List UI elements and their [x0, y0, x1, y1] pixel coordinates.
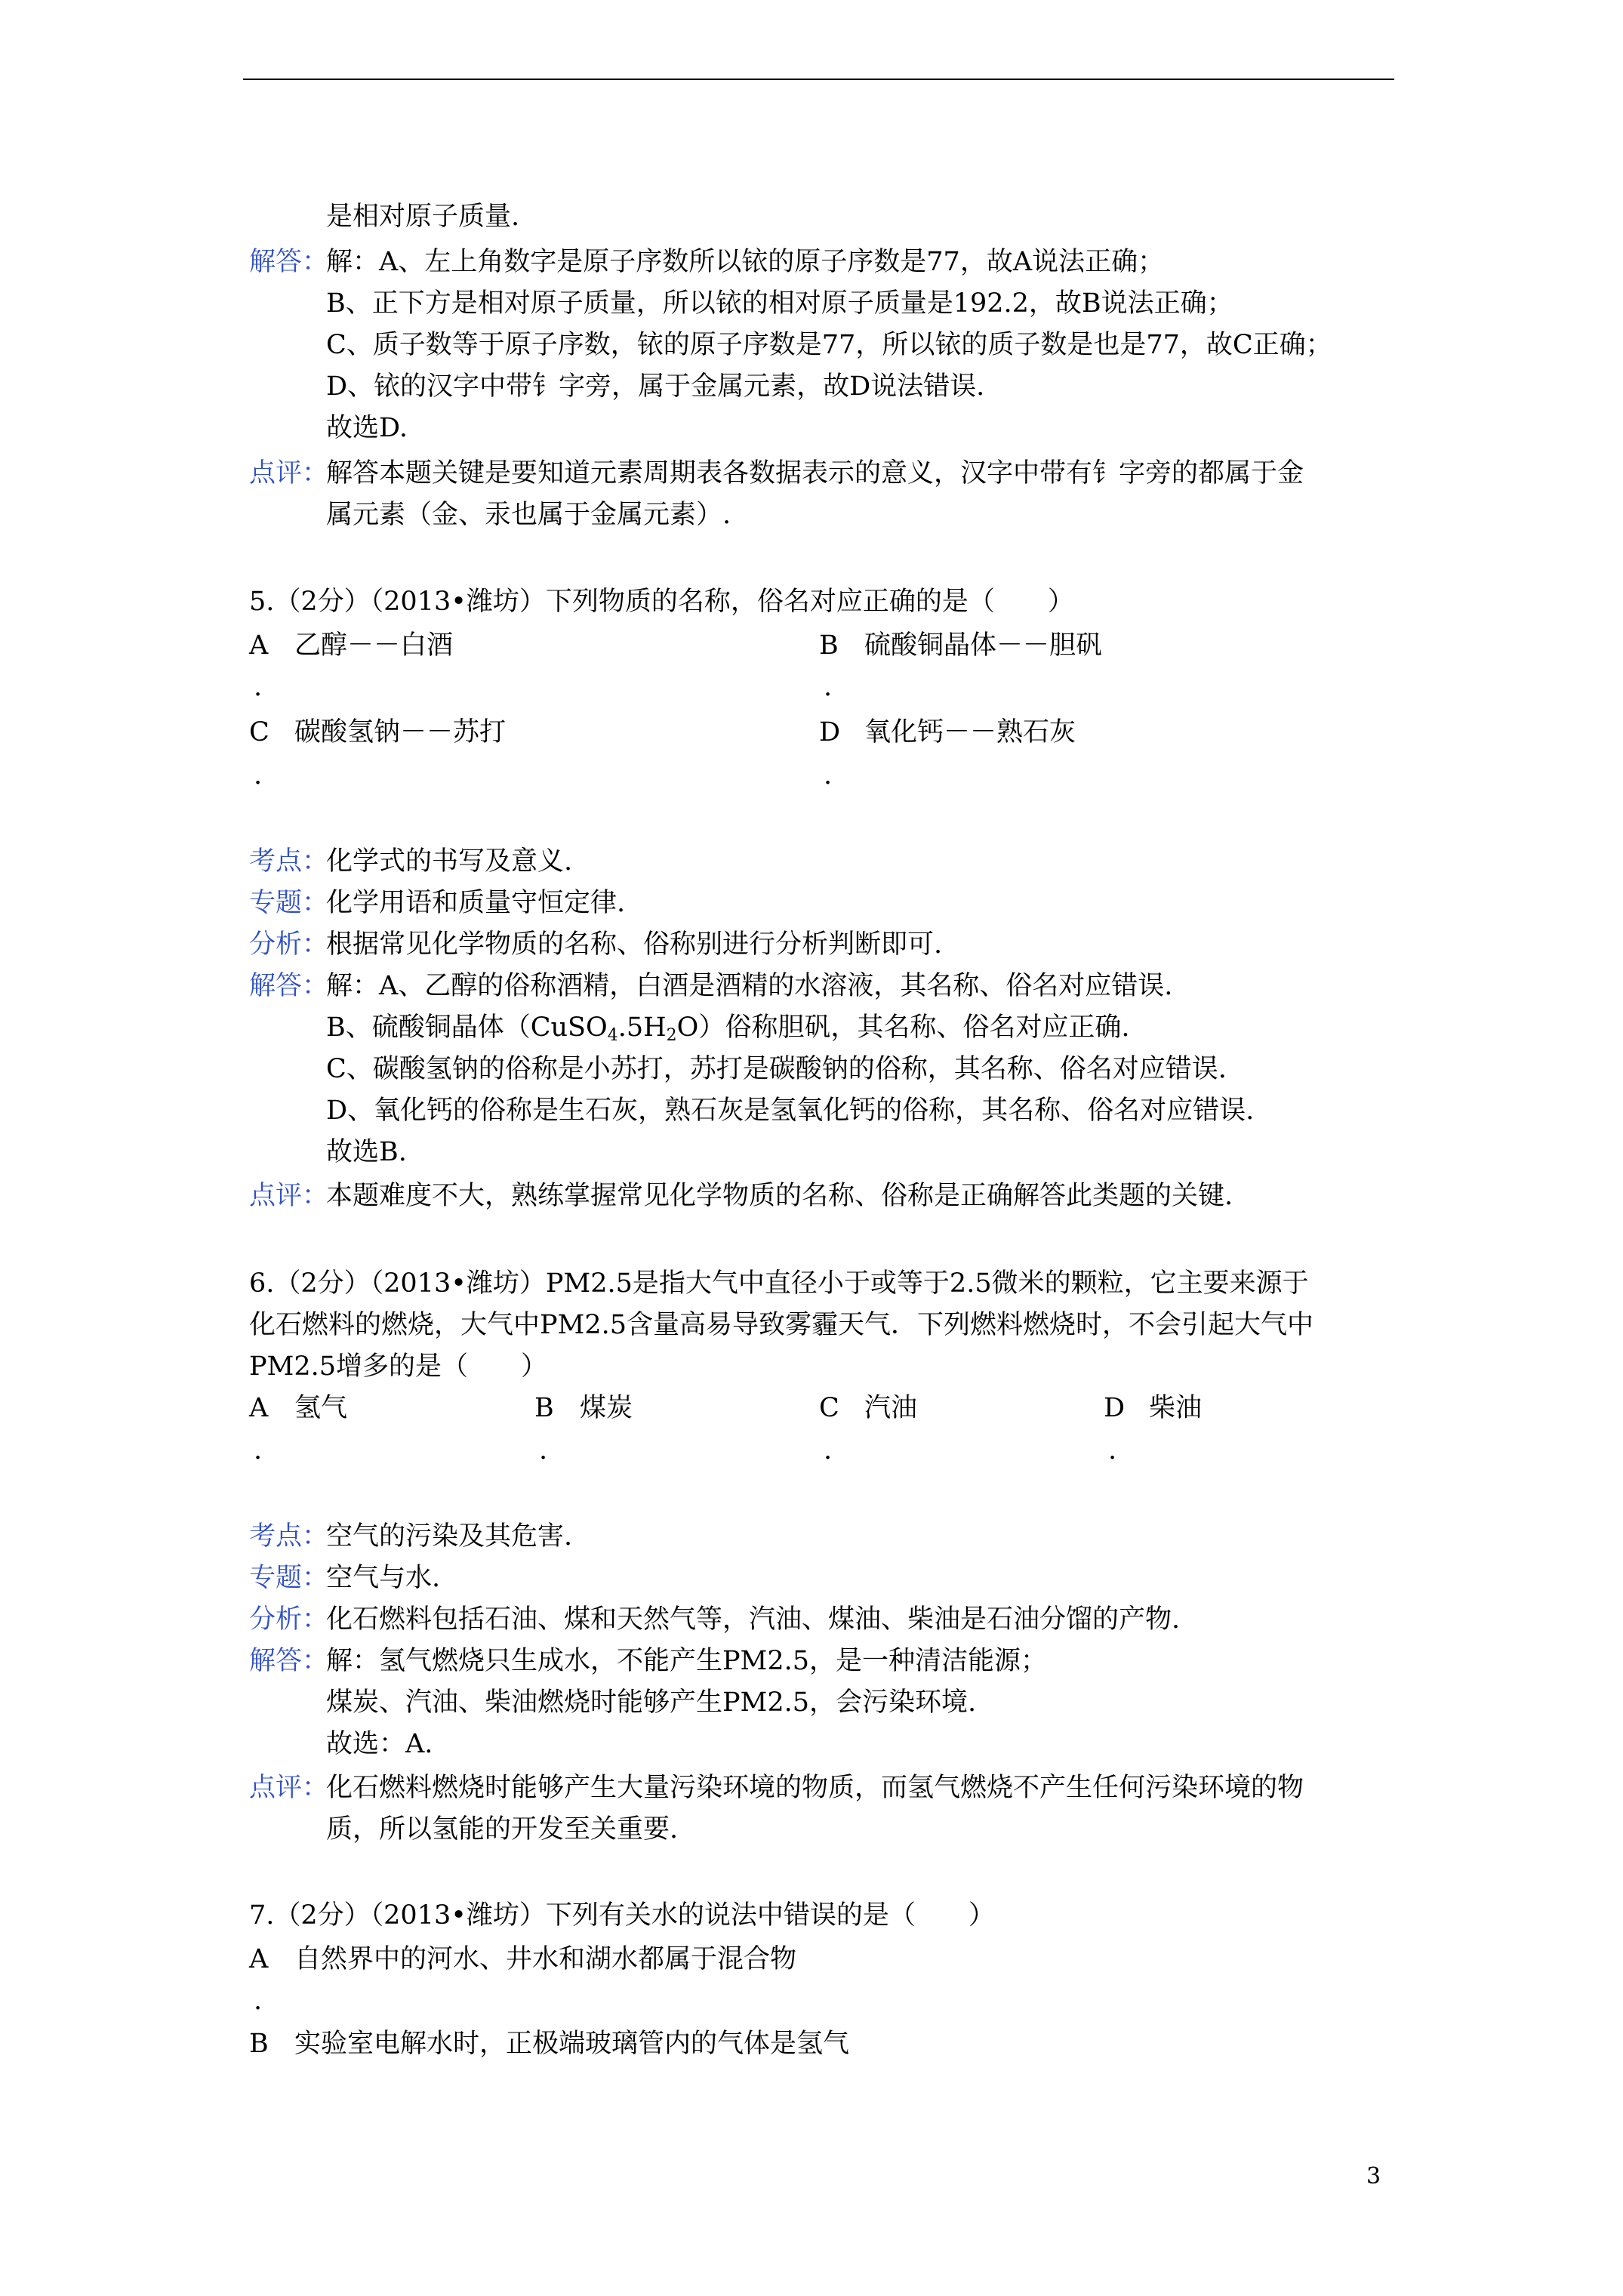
q5-stem: 5.（2分）（2013•潍坊）下列物质的名称，俗名对应正确的是（ ）: [249, 587, 1074, 617]
option-dot: .: [824, 672, 833, 702]
q4-answer-line: D、铱的汉字中带钅字旁，属于金属元素，故D说法错误.: [326, 371, 985, 402]
q7-option-a: A 自然界中的河水、井水和湖水都属于混合物: [249, 1944, 797, 1974]
q4-answer-line: 解：A、左上角数字是原子序数所以铱的原子序数是77，故A说法正确；: [326, 247, 1165, 277]
q6-option-c: C 汽油: [819, 1393, 918, 1423]
page-number: 3: [1366, 2163, 1381, 2190]
option-dot: .: [254, 1986, 263, 2016]
q6-stem-line: 6.（2分）（2013•潍坊）PM2.5是指大气中直径小于或等于2.5微米的颗粒，它主要来源于: [249, 1268, 1309, 1299]
q5-option-d: D 氧化钙－－熟石灰: [819, 717, 1076, 747]
option-dot: .: [824, 1435, 833, 1465]
q7-stem: 7.（2分）（2013•潍坊）下列有关水的说法中错误的是（ ）: [249, 1900, 995, 1931]
q6-zhuanti: 空气与水.: [326, 1563, 441, 1593]
q6-option-b: B 煤炭: [534, 1393, 633, 1423]
q5-zhuanti-label: 专题：: [249, 888, 329, 918]
q4-answer-label: 解答：: [249, 247, 329, 277]
q6-option-d: D 柴油: [1104, 1393, 1203, 1423]
q6-fenxi: 化石燃料包括石油、煤和天然气等，汽油、煤油、柴油是石油分馏的产物.: [326, 1604, 1181, 1635]
q5-answer-line: B、硫酸铜晶体$(CuSO_4.5H_2O)$俗称胆矾，其名称、俗名对应正确.: [326, 1012, 1130, 1045]
q4-comment-line: 属元素（金、汞也属于金属元素）.: [326, 500, 731, 530]
q5-zhuanti: 化学用语和质量守恒定律.: [326, 888, 626, 918]
q5-answer-line: D、氧化钙的俗称是生石灰，熟石灰是氢氧化钙的俗称，其名称、俗名对应错误.: [326, 1096, 1255, 1126]
option-dot: .: [1108, 1435, 1117, 1465]
q6-comment-label: 点评：: [249, 1773, 329, 1803]
q5-comment: 本题难度不大，熟练掌握常见化学物质的名称、俗称是正确解答此类题的关键.: [326, 1181, 1233, 1211]
q4-comment-line: 解答本题关键是要知道元素周期表各数据表示的意义，汉字中带有钅字旁的都属于金: [326, 458, 1304, 488]
header-rule: [243, 79, 1394, 80]
q5-answer-line: C、碳酸氢钠的俗称是小苏打，苏打是碳酸钠的俗称，其名称、俗名对应错误.: [326, 1054, 1227, 1084]
q6-comment-line: 质，所以氢能的开发至关重要.: [326, 1814, 679, 1845]
q6-kaodian-label: 考点：: [249, 1521, 329, 1552]
q5-answer-label: 解答：: [249, 971, 329, 1001]
q7-option-b: B 实验室电解水时，正极端玻璃管内的气体是氢气: [249, 2029, 850, 2059]
q6-stem-line: 化石燃料的燃烧，大气中PM2.5含量高易导致雾霾天气．下列燃料燃烧时，不会引起大气中: [249, 1310, 1314, 1340]
q5-option-c: C 碳酸氢钠－－苏打: [249, 717, 507, 747]
q5-fenxi-label: 分析：: [249, 929, 329, 960]
option-dot: .: [539, 1435, 548, 1465]
option-dot: .: [254, 760, 263, 791]
q6-answer-line: 解：氢气燃烧只生成水，不能产生PM2.5，是一种清洁能源；: [326, 1646, 1048, 1676]
option-dot: .: [254, 672, 263, 702]
q5-kaodian-label: 考点：: [249, 846, 329, 877]
q5-option-a: A 乙醇－－白酒: [249, 630, 454, 661]
q5-fenxi: 根据常见化学物质的名称、俗称别进行分析判断即可.: [326, 929, 943, 960]
q5-comment-label: 点评：: [249, 1181, 329, 1211]
q5-option-b: B 硫酸铜晶体－－胆矾: [819, 630, 1103, 661]
q6-stem-line: PM2.5增多的是（ ）: [249, 1351, 548, 1382]
q4-comment-label: 点评：: [249, 458, 329, 488]
option-dot: .: [254, 1435, 263, 1465]
q5-answer-line: 解：A、乙醇的俗称酒精，白酒是酒精的水溶液，其名称、俗名对应错误.: [326, 971, 1173, 1001]
q4-answer-line: C、质子数等于原子序数，铱的原子序数是77，所以铱的质子数是也是77，故C正确；: [326, 330, 1332, 360]
q6-fenxi-label: 分析：: [249, 1604, 329, 1635]
q4-answer-line: 故选D.: [326, 413, 408, 443]
q6-answer-label: 解答：: [249, 1646, 329, 1676]
q6-kaodian: 空气的污染及其危害.: [326, 1521, 573, 1552]
q4-text-line: 是相对原子质量.: [326, 202, 520, 232]
option-dot: .: [824, 760, 833, 791]
q6-comment-line: 化石燃料燃烧时能够产生大量污染环境的物质，而氢气燃烧不产生任何污染环境的物: [326, 1773, 1304, 1803]
q5-answer-line: 故选B.: [326, 1137, 407, 1167]
q6-zhuanti-label: 专题：: [249, 1563, 329, 1593]
q6-answer-line: 故选：A.: [326, 1729, 433, 1759]
q5-kaodian: 化学式的书写及意义.: [326, 846, 573, 877]
q6-option-a: A 氢气: [249, 1393, 348, 1423]
q6-answer-line: 煤炭、汽油、柴油燃烧时能够产生PM2.5，会污染环境.: [326, 1687, 977, 1718]
q4-answer-line: B、正下方是相对原子质量，所以铱的相对原子质量是192.2，故B说法正确；: [326, 288, 1233, 319]
